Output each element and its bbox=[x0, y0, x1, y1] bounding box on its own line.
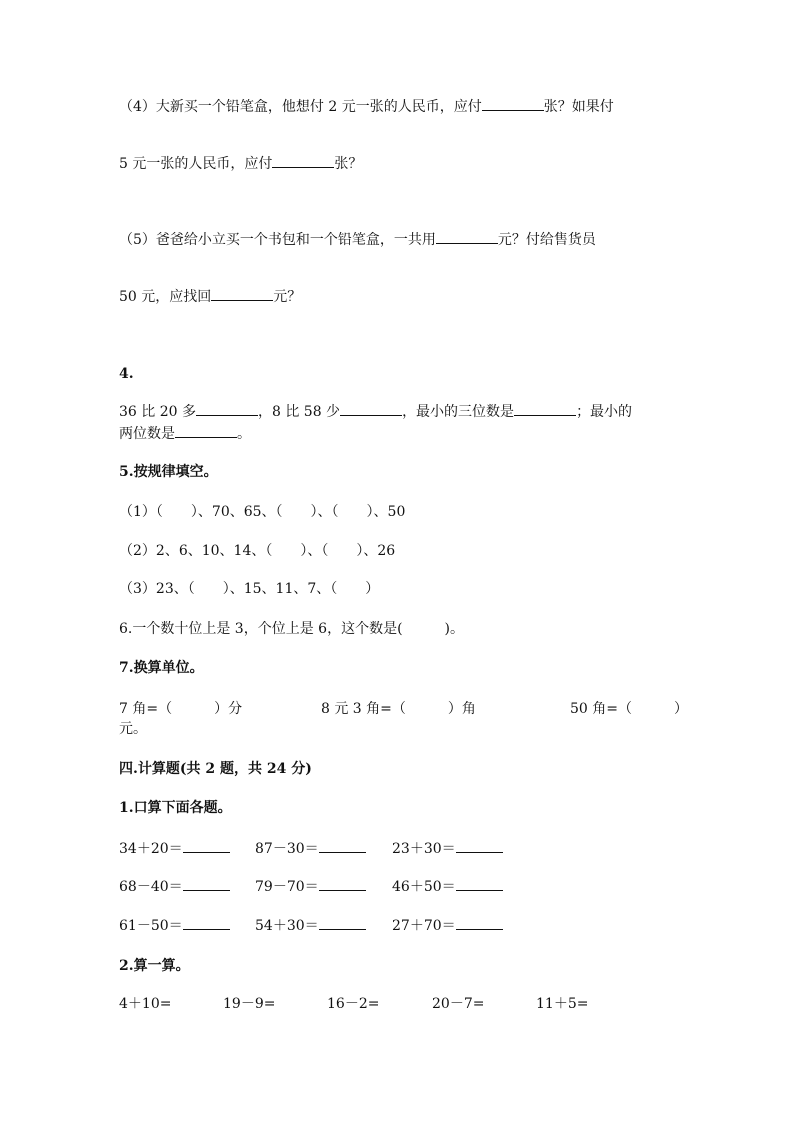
calc2-item: 20－7= bbox=[432, 996, 485, 1012]
calc2-title: 2.算一算。 bbox=[119, 958, 190, 974]
q5-row-2: （2）2、6、10、14、（ ）、（ ）、26 bbox=[119, 543, 396, 559]
answer-blank[interactable] bbox=[272, 155, 334, 168]
answer-blank[interactable] bbox=[436, 231, 498, 244]
calc1-item: 27＋70＝ bbox=[392, 917, 503, 935]
q5-row-3: （3）23、（ ）、15、11、7、（ ） bbox=[119, 581, 380, 597]
calc1-item: 23＋30＝ bbox=[392, 840, 503, 858]
q5-title: 5.按规律填空。 bbox=[119, 464, 218, 480]
calc1-item: 54＋30＝ bbox=[255, 917, 366, 935]
calc1-item: 46＋50＝ bbox=[392, 878, 503, 896]
q6-text: 6.一个数十位上是 3，个位上是 6，这个数是( )。 bbox=[119, 621, 464, 637]
answer-blank[interactable] bbox=[456, 917, 503, 930]
q7-item-2: 8 元 3 角=（ ）角 bbox=[321, 701, 476, 717]
answer-blank[interactable] bbox=[456, 878, 503, 891]
q7-item-1: 7 角=（ ）分 bbox=[119, 701, 243, 717]
answer-blank[interactable] bbox=[456, 840, 503, 853]
calc1-item: 34＋20＝ bbox=[119, 840, 230, 858]
answer-blank[interactable] bbox=[183, 840, 230, 853]
answer-blank[interactable] bbox=[319, 917, 366, 930]
answer-blank[interactable] bbox=[514, 403, 576, 416]
q4-label: 4. bbox=[119, 366, 134, 382]
answer-blank[interactable] bbox=[319, 878, 366, 891]
calc1-item: 87－30＝ bbox=[255, 840, 366, 858]
answer-blank[interactable] bbox=[482, 98, 544, 111]
calc1-item: 68－40＝ bbox=[119, 878, 230, 896]
calc1-item: 79－70＝ bbox=[255, 878, 366, 896]
q7-item-3-unit: 元。 bbox=[119, 721, 147, 737]
q4-line2: 两位数是 。 bbox=[119, 426, 251, 442]
q7-title: 7.换算单位。 bbox=[119, 660, 204, 676]
calc2-item: 19－9= bbox=[223, 996, 276, 1012]
q7-item-3: 50 角=（ ） bbox=[570, 701, 688, 717]
answer-blank[interactable] bbox=[175, 425, 237, 438]
calc2-item: 16－2= bbox=[327, 996, 380, 1012]
answer-blank[interactable] bbox=[183, 917, 230, 930]
calc2-item: 4＋10= bbox=[119, 996, 172, 1012]
calc2-item: 11＋5= bbox=[536, 996, 589, 1012]
answer-blank[interactable] bbox=[211, 288, 273, 301]
section-title: 四.计算题(共 2 题，共 24 分) bbox=[119, 761, 312, 777]
answer-blank[interactable] bbox=[196, 403, 258, 416]
q3-part5-line1: （5）爸爸给小立买一个书包和一个铅笔盒，一共用 元？付给售货员 bbox=[119, 232, 596, 248]
q5-row-1: （1）（ ）、70、65、（ ）、（ ）、50 bbox=[119, 504, 406, 520]
q3-part5-line2: 50 元，应找回 元？ bbox=[119, 289, 302, 305]
answer-blank[interactable] bbox=[183, 878, 230, 891]
q4-line1: 36 比 20 多 ，8 比 58 少 ，最小的三位数是 ；最小的 bbox=[119, 404, 633, 420]
calc1-title: 1.口算下面各题。 bbox=[119, 800, 232, 816]
answer-blank[interactable] bbox=[319, 840, 366, 853]
q3-part4-line1: （4）大新买一个铅笔盒，他想付 2 元一张的人民币，应付 张？如果付 bbox=[119, 99, 614, 115]
q3-part4-line2: 5 元一张的人民币，应付 张？ bbox=[119, 156, 363, 172]
calc1-item: 61－50＝ bbox=[119, 917, 230, 935]
answer-blank[interactable] bbox=[340, 403, 402, 416]
